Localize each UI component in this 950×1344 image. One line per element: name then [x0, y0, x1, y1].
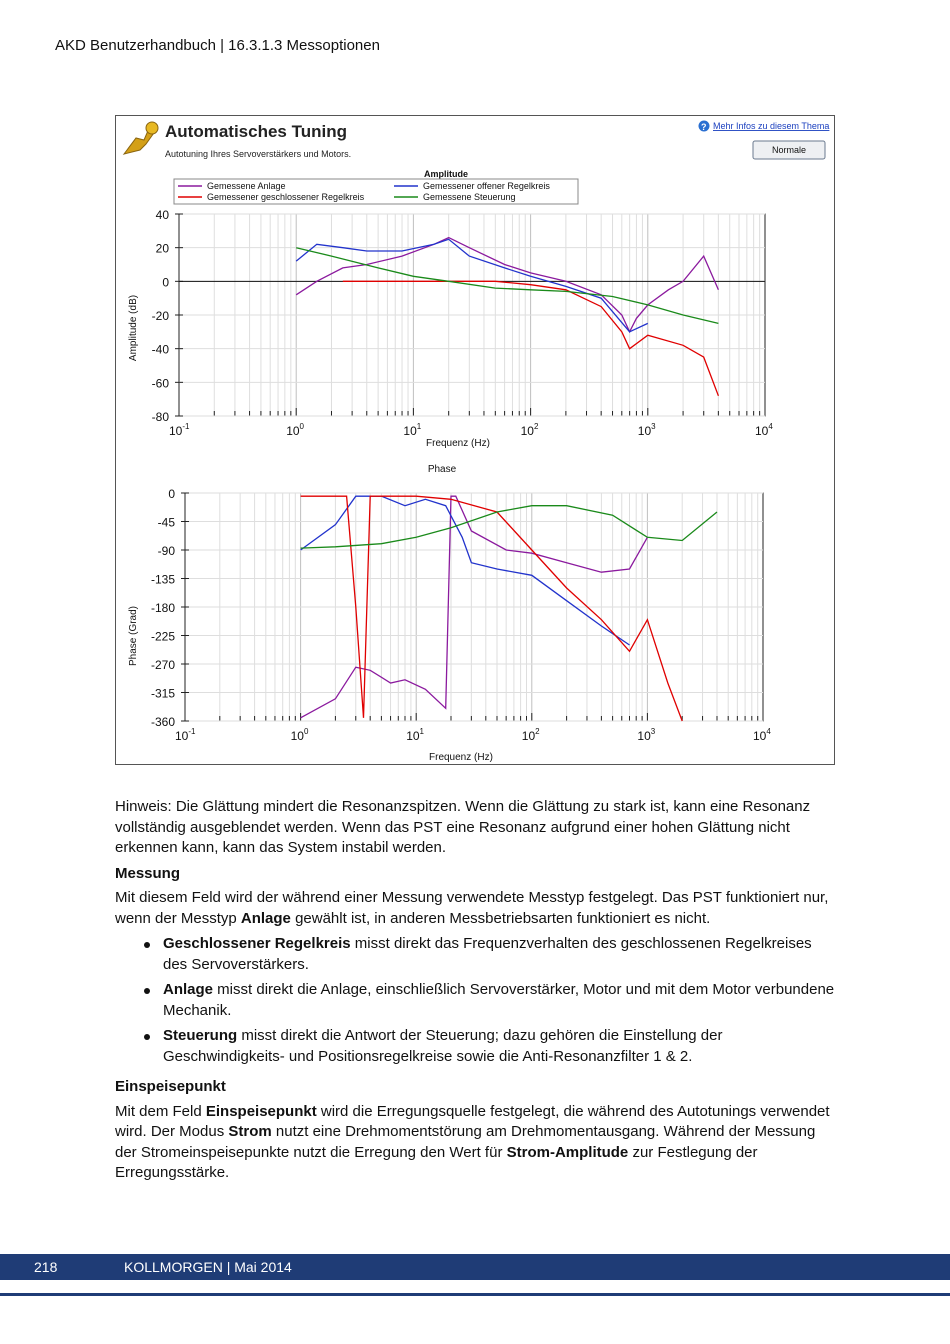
mode-button-label: Normale	[771, 145, 807, 155]
y-tick-label: -45	[157, 515, 175, 530]
y-tick-label: -20	[151, 309, 169, 323]
y-tick-label: -180	[150, 601, 175, 615]
amplitude-legend	[174, 179, 578, 204]
y-tick-label: -225	[150, 629, 175, 644]
x-tick-label: $10^2$	[521, 727, 540, 743]
phase-ylabel: Phase (Grad)	[128, 605, 139, 667]
messtyp-list	[115, 934, 840, 1067]
legend-label: Gemessene Steuerung	[423, 192, 516, 202]
y-tick-label: -90	[157, 544, 175, 558]
y-tick-label: 40	[155, 208, 169, 222]
y-tick-label: -80	[151, 410, 169, 424]
phase-chart	[151, 487, 771, 743]
y-tick-label: 0	[168, 487, 175, 501]
help-link[interactable]: Mehr Infos zu diesem Thema	[713, 121, 830, 131]
x-tick-label: $10^0$	[286, 422, 305, 438]
x-tick-label: $10^3$	[637, 727, 656, 743]
x-tick-label: $10^4$	[755, 422, 773, 438]
list-item: Steuerung misst direkt die Antwort der Steuerung; dazu gehören die Einstellung der Geschwindigkeits- und Positionsregelkreise sowie die Anti-Resonanzfilter 1 & 2.	[163, 1026, 840, 1067]
x-tick-label: $10^0$	[290, 727, 309, 743]
svg-text:?: ?	[701, 122, 707, 132]
y-tick-label: -360	[150, 715, 175, 729]
phase-title: Phase	[427, 464, 457, 475]
body-text	[115, 797, 840, 1189]
page-header: AKD Benutzerhandbuch | 16.3.1.3 Messoptionen	[55, 37, 380, 54]
y-tick-label: -135	[150, 572, 175, 587]
page-footer	[0, 1254, 950, 1280]
y-tick-label: -315	[150, 686, 175, 701]
list-item: Anlage misst direkt die Anlage, einschließlich Servoverstärker, Motor und mit dem Motor verbundene Mechanik.	[163, 980, 840, 1021]
dialog-subtitle: Autotuning Ihres Servoverstärkers und Motors.	[165, 149, 352, 159]
x-tick-label: $10^3$	[637, 422, 656, 438]
smoothing-note: Hinweis: Die Glättung mindert die Resonanzspitzen. Wenn die Glättung zu stark ist, kann eine Resonanz vollständig ausgeblendet werden. Wenn das PST eine Resonanz aufgrund einer hohen Glättung nicht erkennen kann, kann das System instabil werden.	[115, 798, 811, 856]
x-tick-label: $10^{-1}$	[175, 727, 196, 743]
legend-label: Gemessene Anlage	[207, 181, 286, 191]
y-tick-label: 20	[155, 241, 169, 256]
autotuning-screenshot	[115, 115, 835, 765]
x-tick-label: $10^1$	[406, 727, 425, 743]
footer-brand: KOLLMORGEN | Mai 2014	[124, 1259, 292, 1275]
amplitude-title: Amplitude	[424, 169, 468, 179]
legend-label: Gemessener geschlossener Regelkreis	[207, 192, 365, 202]
footer-rule	[0, 1293, 950, 1296]
dialog-title: Automatisches Tuning	[165, 122, 347, 141]
amplitude-ylabel: Amplitude (dB)	[128, 294, 139, 362]
amplitude-chart	[152, 208, 774, 438]
legend-label: Gemessener offener Regelkreis	[423, 181, 550, 191]
messung-heading: Messung	[115, 864, 181, 882]
y-tick-label: -270	[150, 658, 175, 672]
x-tick-label: $10^4$	[753, 727, 771, 743]
y-tick-label: -40	[151, 342, 169, 357]
y-tick-label: -60	[151, 376, 169, 391]
page-number: 218	[34, 1259, 58, 1275]
einspeisepunkt-heading: Einspeisepunkt	[115, 1078, 226, 1095]
x-tick-label: $10^1$	[403, 422, 422, 438]
messung-paragraph: Mit diesem Feld wird der während einer Messung verwendete Messtyp festgelegt. Das PST funktioniert nur, wenn der Messtyp Anlage gewählt ist, in anderen Messbetriebsarten funktioniert es nicht.	[115, 889, 829, 927]
autotuning-figure	[116, 116, 834, 764]
x-tick-label: $10^2$	[520, 422, 539, 438]
amplitude-xlabel: Frequenz (Hz)	[426, 438, 490, 449]
phase-xlabel: Frequenz (Hz)	[429, 752, 493, 763]
trumpet-icon	[124, 122, 158, 154]
x-tick-label: $10^{-1}$	[169, 422, 190, 438]
list-item: Geschlossener Regelkreis misst direkt das Frequenzverhalten des geschlossenen Regelkreises des Servoverstärkers.	[163, 934, 840, 975]
y-tick-label: 0	[162, 275, 169, 290]
einspeisepunkt-paragraph: Mit dem Feld Einspeisepunkt wird die Erregungsquelle festgelegt, die während des Autotunings verwendet wird. Der Modus Strom nutzt eine Drehmomentstörung am Drehmomentausgang. Während der Messung der Stromeinspeisepunkte nutzt die Erregung den Wert für Strom-Amplitude zur Festlegung der Erregungsstärke.	[115, 1102, 830, 1181]
